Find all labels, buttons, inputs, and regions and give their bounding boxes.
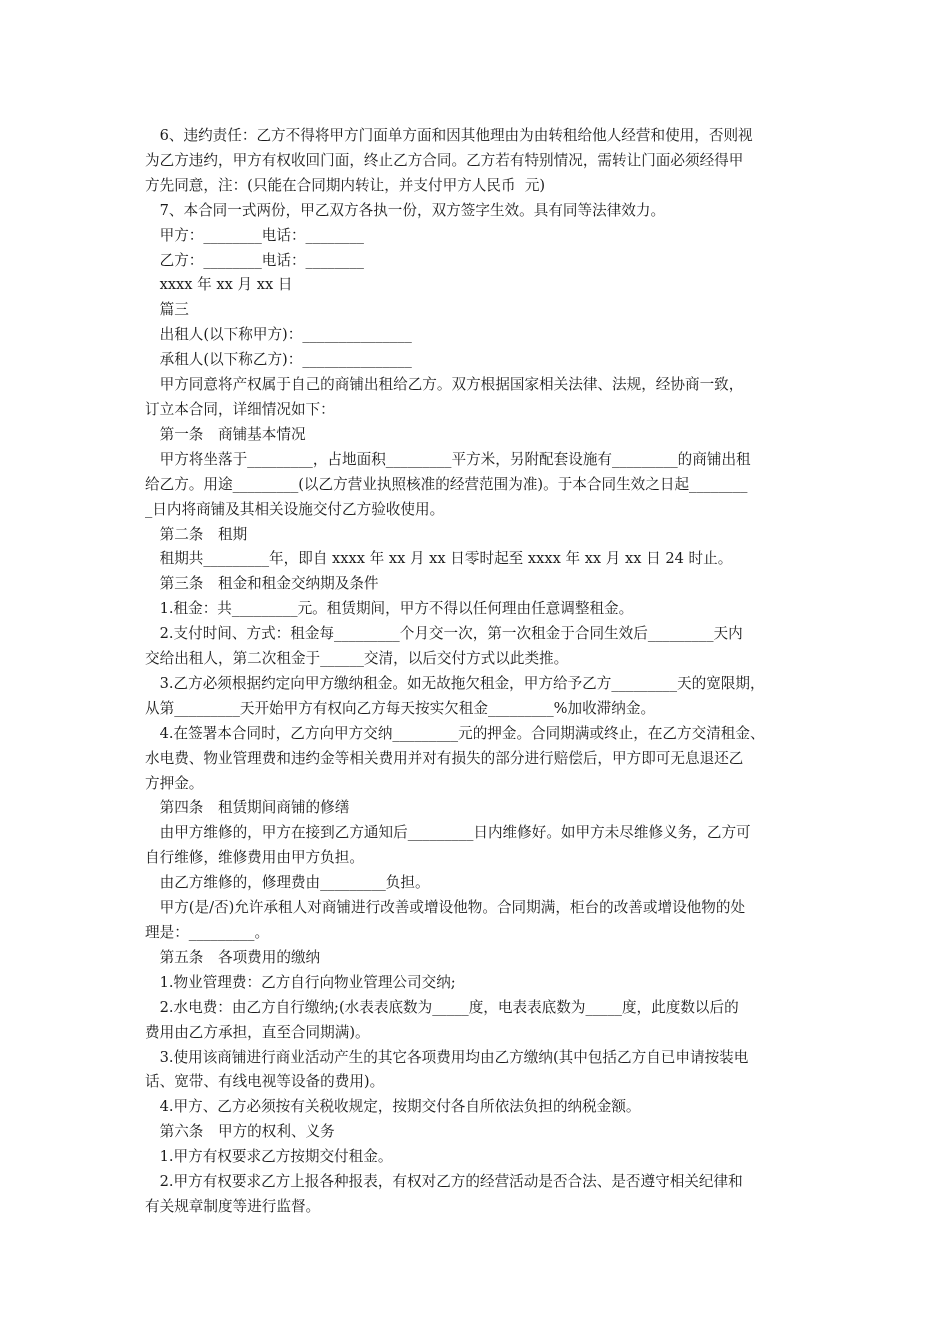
- date-line: xxxx 年 xx 月 xx 日: [145, 276, 293, 294]
- article-1-line-1: 甲方将坐落于_________，占地面积_________平方米，另附配套设施有_________的商铺出租: [145, 450, 751, 468]
- party-b-signature: 乙方：________电话：________: [145, 251, 364, 269]
- article-2-line-1: 租期共_________年，即自 xxxx 年 xx 月 xx 日零时起至 xxxx 年 xx 月 xx 日 24 时止。: [145, 550, 733, 568]
- article-4-para-2: 由乙方维修的，修理费由_________负担。: [145, 874, 430, 892]
- section-heading: 篇三: [145, 301, 189, 319]
- clause-6-line-3: 方先同意，注：(只能在合同期内转让，并支付甲方人民币 元): [145, 176, 546, 194]
- article-5-item-2-line-2: 费用由乙方承担，直至合同期满)。: [145, 1023, 370, 1041]
- article-1-line-3: _日内将商铺及其相关设施交付乙方验收使用。: [145, 500, 445, 518]
- article-3-item-2-line-1: 2.支付时间、方式：租金每_________个月交一次，第一次租金于合同生效后_________天内: [145, 625, 743, 643]
- article-5-item-3-line-1: 3.使用该商铺进行商业活动产生的其它各项费用均由乙方缴纳(其中包括乙方自已申请按装电: [145, 1048, 749, 1066]
- article-4-heading: 第四条 租赁期间商铺的修缮: [145, 799, 350, 817]
- intro-line-1: 甲方同意将产权属于自己的商铺出租给乙方。双方根据国家相关法律、法规，经协商一致，: [145, 376, 744, 394]
- article-6-heading: 第六条 甲方的权利、义务: [145, 1123, 335, 1141]
- article-4-para-3-line-2: 理是：_________。: [145, 924, 270, 941]
- article-1-heading: 第一条 商铺基本情况: [145, 425, 306, 443]
- article-3-item-3-line-1: 3.乙方必须根据约定向甲方缴纳租金。如无故拖欠租金，甲方给予乙方_________天的宽限期，: [145, 674, 765, 692]
- lessee-line: 承租人(以下称乙方)：_______________: [145, 351, 412, 369]
- article-6-item-2-line-2: 有关规章制度等进行监督。: [145, 1197, 321, 1215]
- article-3-item-4-line-2: 水电费、物业管理费和违约金等相关费用并对有损失的部分进行赔偿后，甲方即可无息退还乙: [145, 749, 744, 767]
- article-3-item-2-line-2: 交给出租人，第二次租金于______交清，以后交付方式以此类推。: [145, 650, 569, 668]
- clause-6-line-1: 6、违约责任：乙方不得将甲方门面单方面和因其他理由为由转租给他人经营和使用，否则视: [145, 127, 753, 144]
- clause-6-line-2: 为乙方违约，甲方有权收回门面，终止乙方合同。乙方若有特别情况，需转让门面必须经得甲: [145, 151, 744, 169]
- article-3-heading: 第三条 租金和租金交纳期及条件: [145, 575, 379, 593]
- article-4-para-1-line-1: 由甲方维修的，甲方在接到乙方通知后_________日内维修好。如甲方未尽维修义务，乙方可: [145, 824, 751, 842]
- article-1-line-2: 给乙方。用途_________(以乙方营业执照核准的经营范围为准)。于本合同生效之日起________: [145, 475, 748, 493]
- article-6-item-1: 1.甲方有权要求乙方按期交付租金。: [145, 1148, 393, 1166]
- article-3-item-1: 1.租金：共_________元。租赁期间，甲方不得以任何理由任意调整租金。: [145, 600, 634, 618]
- article-3-item-3-line-2: 从第_________天开始甲方有权向乙方每天按实欠租金_________%加收滞纳金。: [145, 699, 656, 717]
- article-2-heading: 第二条 租期: [145, 525, 248, 543]
- article-5-item-3-line-2: 话、宽带、有线电视等设备的费用)。: [145, 1073, 385, 1091]
- article-5-heading: 第五条 各项费用的缴纳: [145, 948, 321, 966]
- document-page: [145, 124, 820, 1220]
- article-5-item-1: 1.物业管理费：乙方自行向物业管理公司交纳;: [145, 973, 456, 991]
- article-4-para-3-line-1: 甲方(是/否)允许承租人对商铺进行改善或增设他物。合同期满，柜台的改善或增设他物的处: [145, 899, 746, 917]
- lessor-line: 出租人(以下称甲方)：_______________: [145, 326, 412, 344]
- article-6-item-2-line-1: 2.甲方有权要求乙方上报各种报表，有权对乙方的经营活动是否合法、是否遵守相关纪律和: [145, 1173, 743, 1191]
- article-3-item-4-line-1: 4.在签署本合同时，乙方向甲方交纳_________元的押金。合同期满或终止，在乙方交清租金、: [145, 724, 765, 742]
- intro-line-2: 订立本合同，详细情况如下：: [145, 400, 335, 418]
- article-4-para-1-line-2: 自行维修，维修费用由甲方负担。: [145, 849, 364, 867]
- party-a-signature: 甲方：________电话：________: [145, 226, 364, 244]
- article-5-item-2-line-1: 2.水电费：由乙方自行缴纳;(水表表底数为_____度，电表表底数为_____度，此度数以后的: [145, 998, 739, 1016]
- clause-7: 7、本合同一式两份，甲乙双方各执一份，双方签字生效。具有同等法律效力。: [145, 201, 666, 219]
- article-5-item-4: 4.甲方、乙方必须按有关税收规定，按期交付各自所依法负担的纳税金额。: [145, 1098, 641, 1116]
- article-3-item-4-line-3: 方押金。: [145, 774, 204, 792]
